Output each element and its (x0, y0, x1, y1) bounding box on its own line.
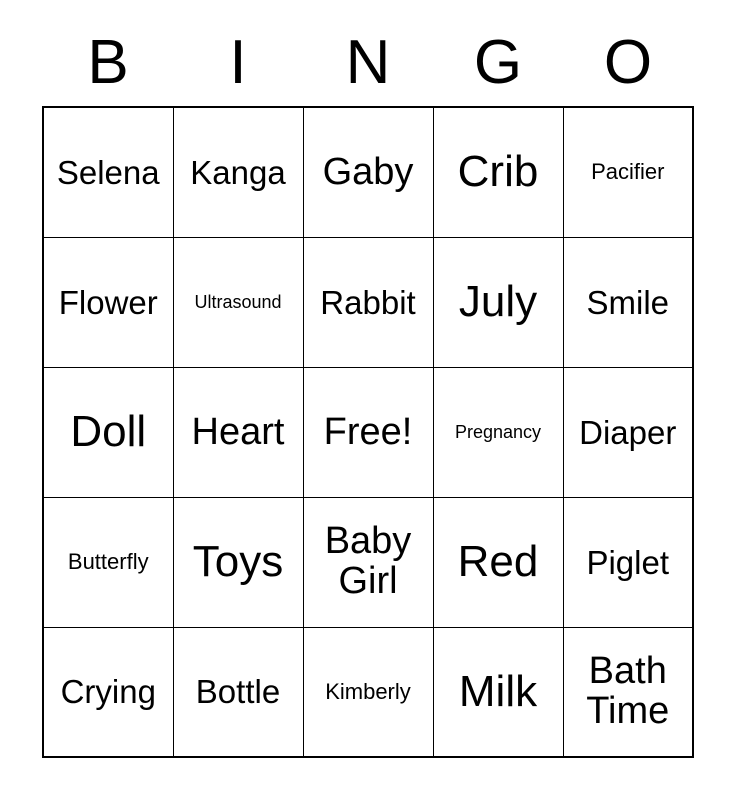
bingo-cell-label: Heart (191, 411, 285, 453)
bingo-cell[interactable] (563, 497, 693, 627)
bingo-header (43, 0, 693, 100)
bingo-cell-label: July (458, 277, 538, 326)
bingo-cell-label: Pregnancy (454, 422, 542, 442)
bingo-cell[interactable] (433, 367, 563, 497)
bingo-cell[interactable] (563, 237, 693, 367)
bingo-cell-label: Diaper (579, 413, 677, 451)
bingo-row (43, 367, 693, 497)
bingo-cell[interactable] (43, 367, 173, 497)
bingo-row (43, 107, 693, 237)
bingo-cell-label: Red (457, 537, 539, 586)
header-letter-g: G (473, 28, 523, 97)
bingo-cell[interactable] (433, 497, 563, 627)
bingo-cell-label: Baby Girl (324, 520, 412, 602)
bingo-cell-label: Butterfly (67, 549, 149, 574)
bingo-cell[interactable] (303, 497, 433, 627)
bingo-cell-label: Crying (60, 673, 156, 711)
bingo-cell-label: Rabbit (320, 283, 416, 321)
bingo-cell[interactable] (433, 627, 563, 757)
bingo-cell[interactable] (173, 367, 303, 497)
bingo-cell-label: Selena (56, 153, 160, 191)
bingo-cell-label: Smile (586, 283, 670, 321)
bingo-row (43, 237, 693, 367)
bingo-grid (42, 106, 694, 758)
bingo-cell[interactable] (173, 237, 303, 367)
header-letter-b: B (87, 28, 129, 97)
bingo-cell[interactable] (303, 107, 433, 237)
bingo-cell[interactable] (303, 627, 433, 757)
bingo-cell[interactable] (173, 107, 303, 237)
bingo-cell[interactable] (43, 627, 173, 757)
bingo-cell-label: Kanga (190, 153, 286, 191)
bingo-cell[interactable] (43, 497, 173, 627)
bingo-cell-label: Gaby (322, 151, 414, 194)
bingo-cell[interactable] (43, 237, 173, 367)
bingo-cell[interactable] (563, 627, 693, 757)
bingo-cell-label: Pacifier (591, 159, 665, 185)
bingo-row (43, 497, 693, 627)
bingo-cell-label: Bottle (195, 673, 281, 711)
bingo-cell-label: Flower (58, 283, 158, 321)
bingo-cell-label: Crib (457, 147, 539, 197)
bingo-cell-label: Toys (192, 537, 284, 586)
bingo-cell[interactable] (173, 627, 303, 757)
bingo-cell[interactable] (563, 367, 693, 497)
header-letter-n: N (345, 28, 391, 97)
bingo-row (43, 627, 693, 757)
bingo-cell-label: Ultrasound (194, 292, 282, 312)
bingo-cell[interactable] (563, 107, 693, 237)
bingo-cell[interactable] (43, 107, 173, 237)
bingo-cell[interactable] (173, 497, 303, 627)
bingo-cell-label: Piglet (586, 543, 670, 581)
header-letter-o: O (603, 28, 653, 97)
header-letter-i: I (229, 28, 247, 97)
bingo-cell[interactable] (433, 237, 563, 367)
bingo-cell[interactable] (303, 237, 433, 367)
bingo-cell[interactable] (433, 107, 563, 237)
bingo-cell-label: Doll (70, 407, 147, 456)
bingo-cell-free[interactable] (303, 367, 433, 497)
bingo-cell-label: Kimberly (325, 678, 411, 704)
bingo-cell-label: Free! (323, 411, 413, 453)
bingo-cell-label: Bath Time (586, 649, 670, 732)
bingo-cell-label: Milk (458, 666, 538, 716)
